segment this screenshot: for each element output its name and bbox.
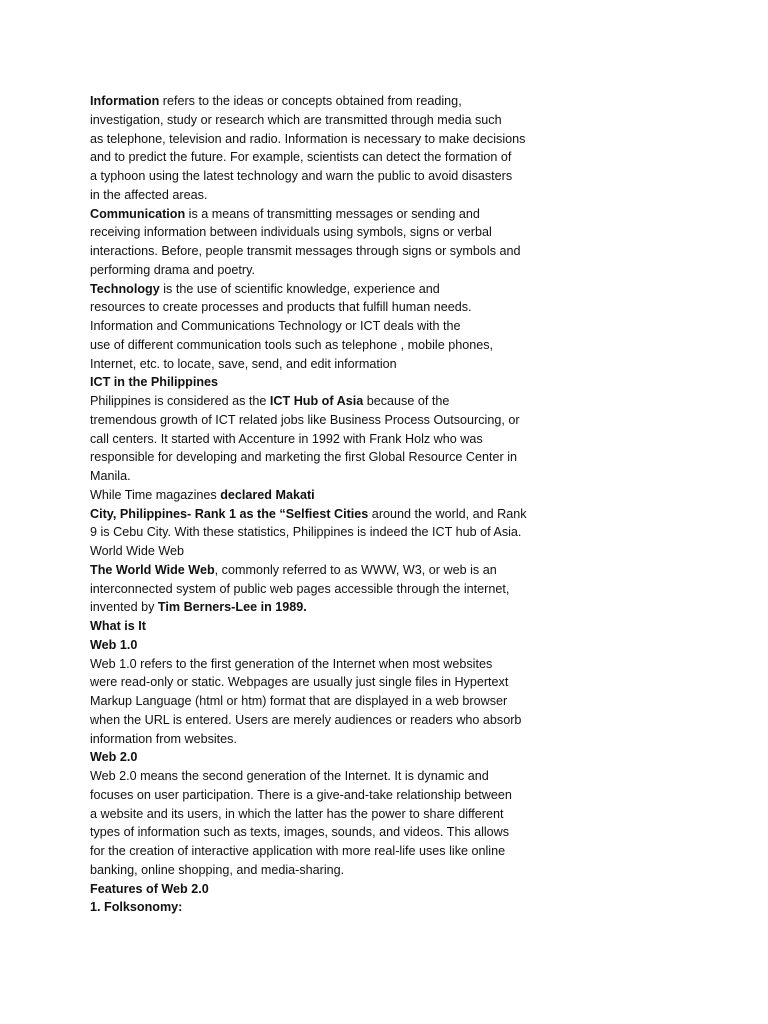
body-text: for the creation of interactive application with more real-life uses like online	[90, 844, 506, 858]
body-text: While Time magazines	[90, 487, 221, 502]
bold-text: Communication	[90, 206, 186, 221]
body-text: interactions. Before, people transmit messages through signs or symbols and	[90, 244, 521, 258]
bold-text: Information	[90, 94, 160, 108]
text-line	[90, 392, 560, 411]
body-text: were read-only or static. Webpages are usually just single files in Hypertext	[90, 675, 509, 690]
text-line	[90, 673, 560, 692]
body-text: information from websites.	[90, 731, 237, 746]
body-text: as telephone, television and radio. Information is necessary to make decisions	[90, 131, 526, 146]
text-line	[90, 523, 560, 542]
document-page	[90, 92, 560, 917]
body-text: resources to create processes and products that fulfill human needs.	[90, 300, 472, 315]
text-line	[90, 805, 560, 824]
body-text: around the world, and Rank	[368, 506, 527, 521]
text-line	[90, 711, 560, 730]
text-line	[90, 167, 560, 186]
body-text: a typhoon using the latest technology and warn the public to avoid disasters	[90, 169, 513, 183]
text-line	[90, 767, 560, 786]
body-text: focuses on user participation. There is a give-and-take relationship between	[90, 787, 512, 802]
text-line	[90, 430, 560, 449]
body-text: types of information such as texts, images, sounds, and videos. This allows	[90, 825, 510, 840]
text-line	[90, 598, 560, 617]
body-text: 9 is Cebu City. With these statistics, Philippines is indeed the ICT hub of Asia.	[90, 525, 522, 540]
text-line	[90, 823, 560, 842]
text-line	[90, 617, 560, 636]
body-text: World Wide Web	[90, 544, 185, 558]
body-text: interconnected system of public web pages accessible through the internet,	[90, 581, 510, 596]
body-text: is a means of transmitting messages or sending and	[185, 206, 480, 221]
text-line	[90, 336, 560, 355]
text-line	[90, 111, 560, 130]
text-line	[90, 130, 560, 149]
body-text: is the use of scientific knowledge, experience and	[159, 281, 440, 296]
body-text: Philippines is considered as the	[90, 394, 270, 408]
body-text: in the affected areas.	[90, 187, 208, 202]
text-line	[90, 730, 560, 749]
body-text: receiving information between individuals using symbols, signs or verbal	[90, 225, 492, 240]
text-line	[90, 411, 560, 430]
bold-text: The World Wide Web	[90, 562, 215, 577]
text-line	[90, 186, 560, 205]
text-line	[90, 467, 560, 486]
text-line	[90, 261, 560, 280]
text-line	[90, 655, 560, 674]
text-line	[90, 242, 560, 261]
body-text: Web 2.0 means the second generation of the Internet. It is dynamic and	[90, 769, 489, 783]
bold-text: ICT Hub of Asia	[269, 394, 364, 408]
bold-text: ICT in the Philippines	[90, 375, 219, 390]
body-text: tremendous growth of ICT related jobs like Business Process Outsourcing, or	[90, 412, 520, 427]
text-line	[90, 148, 560, 167]
text-line	[90, 748, 560, 767]
text-line	[90, 92, 560, 111]
body-text: investigation, study or research which are transmitted through media such	[90, 112, 502, 127]
text-line	[90, 317, 560, 336]
bold-text: declared Makati	[220, 487, 315, 502]
body-text: invented by	[90, 600, 158, 615]
text-line	[90, 692, 560, 711]
body-text: performing drama and poetry.	[90, 262, 255, 277]
text-line	[90, 636, 560, 655]
body-text: a website and its users, in which the latter has the power to share different	[90, 806, 504, 821]
text-line	[90, 505, 560, 524]
text-line	[90, 786, 560, 805]
text-line	[90, 542, 560, 561]
body-text: banking, online shopping, and media-sharing.	[90, 862, 345, 877]
text-line	[90, 842, 560, 861]
text-line	[90, 448, 560, 467]
body-text: Information and Communications Technology or ICT deals with the	[90, 319, 461, 333]
text-line	[90, 280, 560, 299]
bold-text: Web 2.0	[90, 750, 138, 765]
bold-text: Web 1.0	[90, 637, 138, 652]
bold-text: Technology	[90, 281, 160, 296]
text-line	[90, 223, 560, 242]
text-line	[90, 880, 560, 899]
body-text: , commonly referred to as WWW, W3, or web is an	[214, 562, 497, 577]
bold-text: Features of Web 2.0	[90, 881, 209, 896]
text-line	[90, 861, 560, 880]
text-line	[90, 898, 560, 917]
body-text: Manila.	[90, 469, 131, 483]
text-line	[90, 486, 560, 505]
bold-text: What is It	[90, 619, 146, 633]
text-line	[90, 580, 560, 599]
text-line	[90, 205, 560, 224]
body-text: and to predict the future. For example, scientists can detect the formation of	[90, 150, 512, 165]
body-text: responsible for developing and marketing the first Global Resource Center in	[90, 450, 518, 465]
body-text: when the URL is entered. Users are merely audiences or readers who absorb	[90, 712, 522, 727]
body-text: use of different communication tools such as telephone , mobile phones,	[90, 337, 494, 352]
body-text: call centers. It started with Accenture in 1992 with Frank Holz who was	[90, 431, 483, 446]
text-line	[90, 355, 560, 374]
bold-text: 1. Folksonomy:	[90, 900, 183, 915]
bold-text: Tim Berners-Lee in 1989.	[157, 600, 307, 615]
body-text: Internet, etc. to locate, save, send, and edit information	[90, 356, 397, 371]
body-text: Markup Language (html or htm) format that are displayed in a web browser	[90, 694, 508, 708]
text-line	[90, 373, 560, 392]
bold-text: City, Philippines- Rank 1 as the “Selfiest Cities	[90, 506, 369, 521]
body-text: because of the	[363, 394, 450, 408]
text-line	[90, 298, 560, 317]
text-line	[90, 561, 560, 580]
body-text: Web 1.0 refers to the first generation of the Internet when most websites	[90, 656, 493, 671]
body-text: refers to the ideas or concepts obtained from reading,	[159, 94, 462, 108]
